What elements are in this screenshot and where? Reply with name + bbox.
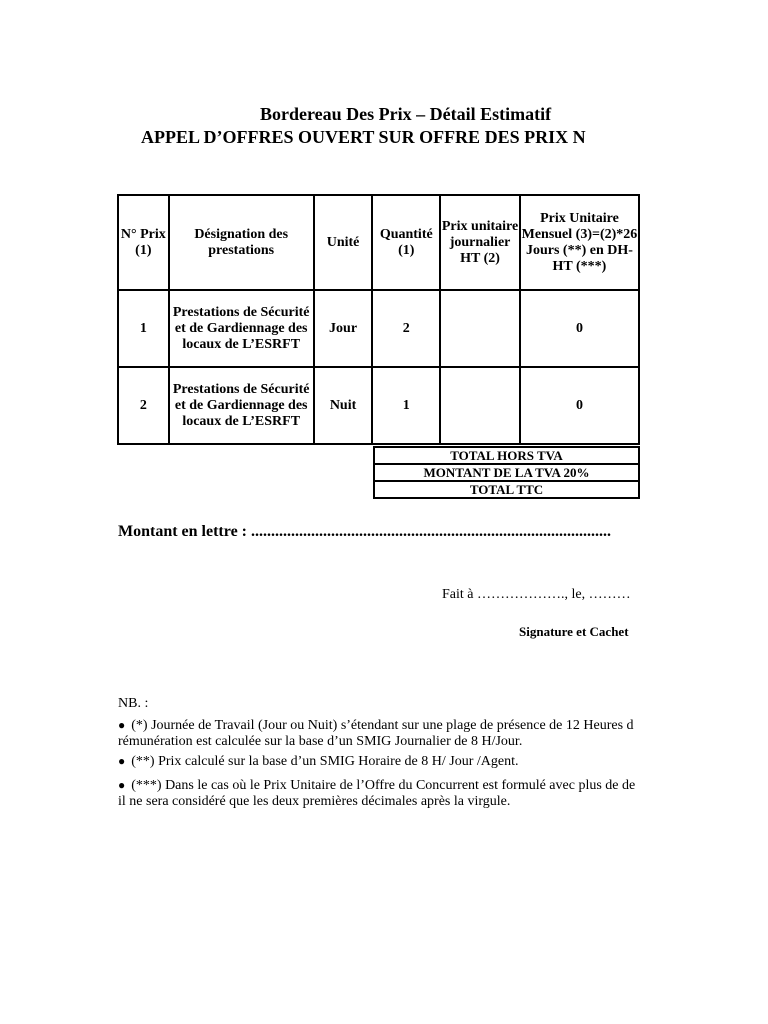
column-header: Prix unitaire journalier HT (2) <box>440 195 520 290</box>
bullet-icon: ● <box>118 718 126 732</box>
nb-label: NB. : <box>118 696 149 711</box>
amount-in-words: Montant en lettre : .......................................................................................... <box>118 523 611 540</box>
table-row <box>118 290 639 367</box>
column-header: Quantité (1) <box>372 195 440 290</box>
document-subtitle: APPEL D’OFFRES OUVERT SUR OFFRE DES PRIX N <box>141 127 586 147</box>
bullet-icon: ● <box>118 778 126 792</box>
price-table <box>117 194 640 445</box>
table-header-row <box>118 195 639 290</box>
note-item <box>118 777 635 810</box>
table-cell: 2 <box>372 290 440 367</box>
table-cell <box>440 290 520 367</box>
note-text: rémunération est calculée sur la base d’un SMIG Journalier de 8 H/Jour. <box>118 734 523 749</box>
document-title: Bordereau Des Prix – Détail Estimatif <box>260 104 552 124</box>
column-header: Désignation des prestations <box>169 195 314 290</box>
column-header: N° Prix (1) <box>118 195 169 290</box>
note-text: (**) Prix calculé sur la base d’un SMIG Horaire de 8 H/ Jour /Agent. <box>131 754 519 769</box>
table-cell: 0 <box>520 290 639 367</box>
table-cell: 0 <box>520 367 639 444</box>
column-header: Prix Unitaire Mensuel (3)=(2)*26 Jours (**) en DH-HT (***) <box>520 195 639 290</box>
note-text: il ne sera considéré que les deux premières décimales après la virgule. <box>118 794 511 809</box>
table-cell: Prestations de Sécurité et de Gardiennage des locaux de L’ESRFT <box>169 367 314 444</box>
total-ttc-label: TOTAL TTC <box>374 481 639 498</box>
signature-label: Signature et Cachet <box>519 624 629 639</box>
table-row <box>118 367 639 444</box>
table-cell: 1 <box>372 367 440 444</box>
table-cell: 2 <box>118 367 169 444</box>
note-text: (*) Journée de Travail (Jour ou Nuit) s’étendant sur une plage de présence de 12 Heures d <box>131 718 634 733</box>
column-header: Unité <box>314 195 373 290</box>
note-item <box>118 753 519 770</box>
table-cell: 1 <box>118 290 169 367</box>
note-item <box>118 717 634 750</box>
table-cell: Jour <box>314 290 373 367</box>
table-cell: Prestations de Sécurité et de Gardiennage des locaux de L’ESRFT <box>169 290 314 367</box>
place-date-line: Fait à ………………., le, ……… <box>442 587 631 602</box>
tva-amount-label: MONTANT DE LA TVA 20% <box>374 464 639 481</box>
note-text: (***) Dans le cas où le Prix Unitaire de l’Offre du Concurrent est formulé avec plus de de <box>131 778 636 793</box>
table-cell: Nuit <box>314 367 373 444</box>
table-cell <box>440 367 520 444</box>
bullet-icon: ● <box>118 754 126 768</box>
totals-table <box>373 446 640 499</box>
total-ht-label: TOTAL HORS TVA <box>374 447 639 464</box>
